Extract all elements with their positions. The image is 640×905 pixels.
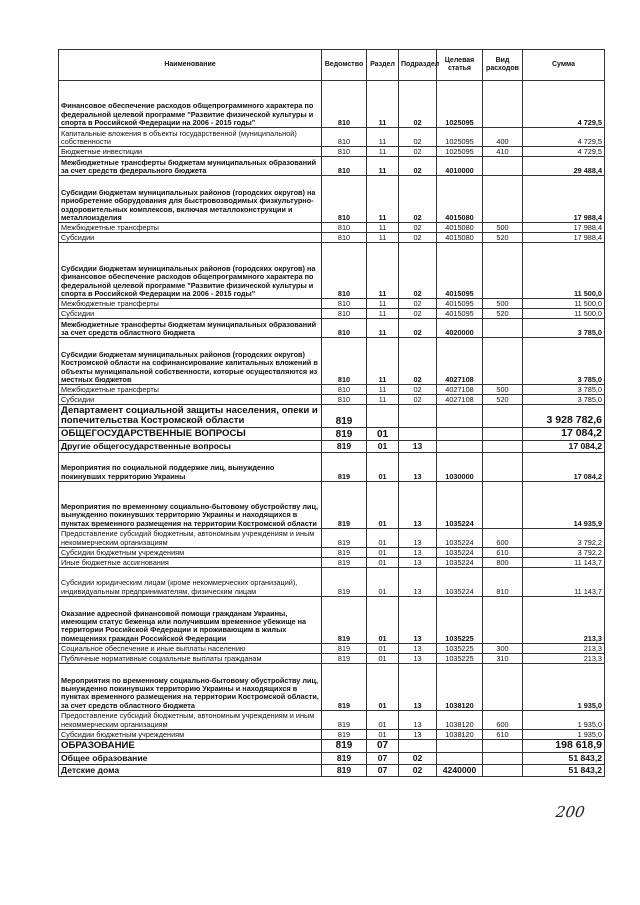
table-row [59, 319, 605, 338]
row-name: Мероприятия по социальной поддержке лиц, вынужденно покинувших территорию Украины [59, 452, 322, 481]
row-department: 819 [322, 729, 367, 739]
row-subsection: 13 [399, 567, 437, 596]
row-section: 11 [367, 243, 399, 299]
table-body [59, 81, 605, 777]
row-amount: 1 935,0 [523, 729, 605, 739]
row-target-item: 4027108 [437, 338, 483, 385]
row-amount: 17 084,2 [523, 428, 605, 441]
budget-table [58, 49, 605, 777]
row-target-item: 4240000 [437, 764, 483, 776]
row-subsection: 02 [399, 764, 437, 776]
row-amount: 213,3 [523, 653, 605, 663]
row-expense-type: 400 [483, 128, 523, 147]
row-expense-type: 520 [483, 233, 523, 243]
row-amount: 11 143,7 [523, 567, 605, 596]
row-section: 01 [367, 653, 399, 663]
row-department: 810 [322, 319, 367, 338]
row-name: Субсидии [59, 309, 322, 319]
header-subsection: Подраздел [399, 50, 437, 81]
row-target-item: 1035225 [437, 643, 483, 653]
row-subsection: 13 [399, 663, 437, 710]
row-amount: 3 792,2 [523, 528, 605, 547]
row-section: 01 [367, 440, 399, 452]
row-expense-type [483, 752, 523, 764]
row-department: 819 [322, 547, 367, 557]
table-row [59, 147, 605, 157]
header-row [59, 50, 605, 81]
table-row [59, 752, 605, 764]
row-name: Финансовое обеспечение расходов общепрограммного характера по федеральной целевой программе "Развитие физической культуры и спорта в Российской Федерации на 2006 - 2015 годы" [59, 81, 322, 128]
table-row [59, 395, 605, 405]
row-amount: 3 785,0 [523, 395, 605, 405]
table-row [59, 528, 605, 547]
row-amount: 4 729,5 [523, 147, 605, 157]
row-name: Предоставление субсидий бюджетным, автономным учреждениям и иным некоммерческим организациям [59, 710, 322, 729]
row-target-item: 1030000 [437, 452, 483, 481]
row-name: ОБЩЕГОСУДАРСТВЕННЫЕ ВОПРОСЫ [59, 428, 322, 441]
row-target-item: 4015095 [437, 309, 483, 319]
row-name: Субсидии бюджетным учреждениям [59, 729, 322, 739]
row-name: Детские дома [59, 764, 322, 776]
row-expense-type [483, 481, 523, 528]
row-department: 810 [322, 233, 367, 243]
row-name: Департамент социальной защиты населения, опеки и попечительства Костромской области [59, 405, 322, 428]
row-target-item: 1035224 [437, 481, 483, 528]
table-row [59, 481, 605, 528]
header-department: Ведомство [322, 50, 367, 81]
row-target-item: 1025095 [437, 128, 483, 147]
row-department: 810 [322, 243, 367, 299]
row-name: Межбюджетные трансферты [59, 299, 322, 309]
row-subsection: 13 [399, 440, 437, 452]
row-expense-type: 300 [483, 643, 523, 653]
row-section: 01 [367, 481, 399, 528]
header-amount: Сумма [523, 50, 605, 81]
row-subsection [399, 739, 437, 752]
row-department: 810 [322, 338, 367, 385]
row-amount: 3 785,0 [523, 338, 605, 385]
row-section: 11 [367, 299, 399, 309]
row-department: 819 [322, 452, 367, 481]
header-target-item: Целевая статья [437, 50, 483, 81]
row-target-item: 1035225 [437, 653, 483, 663]
row-expense-type: 800 [483, 557, 523, 567]
table-row [59, 233, 605, 243]
row-subsection: 02 [399, 752, 437, 764]
row-expense-type: 810 [483, 567, 523, 596]
row-section: 01 [367, 428, 399, 441]
row-section: 11 [367, 157, 399, 176]
row-subsection [399, 428, 437, 441]
row-target-item [437, 405, 483, 428]
row-department: 819 [322, 596, 367, 643]
row-amount: 3 785,0 [523, 385, 605, 395]
row-section: 11 [367, 395, 399, 405]
table-row [59, 729, 605, 739]
table-row [59, 643, 605, 653]
row-name: Капитальные вложения в объекты государственной (муниципальной) собственности [59, 128, 322, 147]
row-target-item: 4015080 [437, 223, 483, 233]
row-name: Бюджетные инвестиции [59, 147, 322, 157]
table-row [59, 567, 605, 596]
row-expense-type [483, 663, 523, 710]
row-section: 11 [367, 176, 399, 223]
row-subsection: 02 [399, 223, 437, 233]
row-section: 01 [367, 729, 399, 739]
row-expense-type: 520 [483, 395, 523, 405]
row-expense-type [483, 176, 523, 223]
row-section: 11 [367, 223, 399, 233]
row-expense-type: 600 [483, 710, 523, 729]
row-section: 07 [367, 752, 399, 764]
row-amount: 213,3 [523, 643, 605, 653]
table-row [59, 663, 605, 710]
row-name: Предоставление субсидий бюджетным, автономным учреждениям и иным некоммерческим организациям [59, 528, 322, 547]
row-department: 819 [322, 643, 367, 653]
row-department: 819 [322, 764, 367, 776]
row-amount: 3 928 782,6 [523, 405, 605, 428]
row-target-item: 4020000 [437, 319, 483, 338]
row-section: 01 [367, 710, 399, 729]
table-row [59, 653, 605, 663]
table-row [59, 176, 605, 223]
row-section: 01 [367, 452, 399, 481]
row-subsection: 02 [399, 176, 437, 223]
row-expense-type: 500 [483, 223, 523, 233]
row-department: 810 [322, 157, 367, 176]
row-target-item: 1038120 [437, 710, 483, 729]
row-subsection: 13 [399, 528, 437, 547]
row-subsection: 02 [399, 233, 437, 243]
table-row [59, 338, 605, 385]
table-row [59, 557, 605, 567]
table-header [59, 50, 605, 81]
table-row [59, 157, 605, 176]
row-expense-type: 610 [483, 547, 523, 557]
row-name: Социальное обеспечение и иные выплаты населению [59, 643, 322, 653]
row-target-item: 4015095 [437, 299, 483, 309]
row-target-item: 1035224 [437, 528, 483, 547]
header-expense-type: Вид расходов [483, 50, 523, 81]
row-name: Межбюджетные трансферты [59, 223, 322, 233]
row-name: Межбюджетные трансферты бюджетам муниципальных образований за счет средств областного бюджета [59, 319, 322, 338]
row-target-item: 1025095 [437, 147, 483, 157]
row-section: 01 [367, 547, 399, 557]
row-expense-type [483, 319, 523, 338]
row-department: 810 [322, 147, 367, 157]
row-name: Общее образование [59, 752, 322, 764]
row-expense-type [483, 81, 523, 128]
row-expense-type [483, 428, 523, 441]
row-name: Субсидии бюджетам муниципальных районов (городских округов) Костромской области на софинансирование капитальных вложений в объекты муниципальной собственности, которые осуществляются из местных бюджетов [59, 338, 322, 385]
row-department: 819 [322, 557, 367, 567]
row-target-item: 4015080 [437, 176, 483, 223]
row-target-item: 1035224 [437, 567, 483, 596]
row-subsection: 02 [399, 147, 437, 157]
row-subsection: 13 [399, 481, 437, 528]
row-expense-type [483, 243, 523, 299]
row-subsection: 02 [399, 243, 437, 299]
row-section: 01 [367, 663, 399, 710]
row-target-item [437, 440, 483, 452]
row-department: 810 [322, 309, 367, 319]
row-target-item: 1035224 [437, 547, 483, 557]
row-target-item [437, 428, 483, 441]
row-department: 810 [322, 395, 367, 405]
row-section: 11 [367, 233, 399, 243]
row-amount: 17 084,2 [523, 452, 605, 481]
row-subsection: 13 [399, 452, 437, 481]
row-name: Другие общегосударственные вопросы [59, 440, 322, 452]
row-department: 819 [322, 710, 367, 729]
row-target-item: 4015095 [437, 243, 483, 299]
row-section: 11 [367, 319, 399, 338]
row-subsection: 13 [399, 643, 437, 653]
table-row [59, 596, 605, 643]
row-amount: 3 792,2 [523, 547, 605, 557]
row-amount: 14 935,9 [523, 481, 605, 528]
row-expense-type: 610 [483, 729, 523, 739]
row-section: 01 [367, 557, 399, 567]
row-subsection: 02 [399, 395, 437, 405]
row-amount: 51 843,2 [523, 764, 605, 776]
row-subsection: 02 [399, 128, 437, 147]
page-number: 200 [554, 803, 586, 821]
row-subsection: 02 [399, 309, 437, 319]
row-expense-type [483, 157, 523, 176]
row-department: 819 [322, 752, 367, 764]
row-department: 819 [322, 528, 367, 547]
table-row [59, 385, 605, 395]
row-name: Субсидии бюджетам муниципальных районов (городских округов) на финансовое обеспечение расходов общепрограммного характера по федеральной целевой программе "Развитие физической культуры и спорта в Российской Федерации на 2006 - 2015 годы" [59, 243, 322, 299]
row-department: 819 [322, 481, 367, 528]
table-row [59, 223, 605, 233]
row-expense-type: 500 [483, 385, 523, 395]
row-amount: 17 988,4 [523, 233, 605, 243]
row-name: Иные бюджетные ассигнования [59, 557, 322, 567]
row-department: 810 [322, 176, 367, 223]
row-expense-type [483, 338, 523, 385]
row-section [367, 405, 399, 428]
row-section: 07 [367, 739, 399, 752]
row-section: 11 [367, 128, 399, 147]
row-target-item: 4010000 [437, 157, 483, 176]
row-section: 01 [367, 596, 399, 643]
row-subsection: 13 [399, 729, 437, 739]
header-name: Наименование [59, 50, 322, 81]
row-department: 810 [322, 128, 367, 147]
row-section: 11 [367, 338, 399, 385]
row-subsection: 13 [399, 557, 437, 567]
row-name: Публичные нормативные социальные выплаты гражданам [59, 653, 322, 663]
row-amount: 17 988,4 [523, 223, 605, 233]
row-department: 819 [322, 567, 367, 596]
row-subsection: 02 [399, 338, 437, 385]
row-department: 819 [322, 428, 367, 441]
row-subsection: 13 [399, 547, 437, 557]
table-row [59, 405, 605, 428]
row-target-item: 4027108 [437, 385, 483, 395]
row-department: 810 [322, 223, 367, 233]
row-target-item: 1038120 [437, 729, 483, 739]
row-department: 819 [322, 653, 367, 663]
row-name: Мероприятия по временному социально-бытовому обустройству лиц, вынужденно покинувших территорию Украины и находящихся в пунктах временного размещения на территории Костромской области [59, 481, 322, 528]
row-section: 11 [367, 385, 399, 395]
row-expense-type: 410 [483, 147, 523, 157]
row-name: Межбюджетные трансферты [59, 385, 322, 395]
table-row [59, 243, 605, 299]
row-amount: 51 843,2 [523, 752, 605, 764]
row-expense-type [483, 405, 523, 428]
row-section: 01 [367, 528, 399, 547]
row-department: 819 [322, 405, 367, 428]
table-row [59, 299, 605, 309]
row-amount: 198 618,9 [523, 739, 605, 752]
row-subsection: 02 [399, 385, 437, 395]
row-subsection: 13 [399, 710, 437, 729]
row-department: 819 [322, 739, 367, 752]
row-department: 819 [322, 440, 367, 452]
row-expense-type [483, 440, 523, 452]
row-amount: 17 988,4 [523, 176, 605, 223]
row-subsection: 13 [399, 653, 437, 663]
row-amount: 1 935,0 [523, 663, 605, 710]
row-target-item: 1035224 [437, 557, 483, 567]
row-name: Мероприятия по временному социально-бытовому обустройству лиц, вынужденно покинувших территорию Украины и находящихся в пунктах временного размещения на территории Костромской области, за счет средств областного бюджета [59, 663, 322, 710]
row-target-item [437, 752, 483, 764]
row-subsection: 02 [399, 319, 437, 338]
row-subsection: 02 [399, 81, 437, 128]
row-section: 11 [367, 147, 399, 157]
row-amount: 11 500,0 [523, 299, 605, 309]
row-target-item [437, 739, 483, 752]
row-subsection: 02 [399, 157, 437, 176]
table-row [59, 81, 605, 128]
row-expense-type: 310 [483, 653, 523, 663]
row-amount: 4 729,5 [523, 81, 605, 128]
row-amount: 213,3 [523, 596, 605, 643]
table-row [59, 547, 605, 557]
table-row [59, 309, 605, 319]
row-target-item: 1035225 [437, 596, 483, 643]
row-subsection: 02 [399, 299, 437, 309]
row-department: 810 [322, 299, 367, 309]
row-amount: 4 729,5 [523, 128, 605, 147]
row-expense-type: 520 [483, 309, 523, 319]
row-amount: 29 488,4 [523, 157, 605, 176]
row-section: 11 [367, 81, 399, 128]
row-subsection: 13 [399, 596, 437, 643]
row-department: 819 [322, 663, 367, 710]
row-name: Субсидии юридическим лицам (кроме некоммерческих организаций), индивидуальным предпринимателям, физическим лицам [59, 567, 322, 596]
row-amount: 17 084,2 [523, 440, 605, 452]
row-expense-type: 500 [483, 299, 523, 309]
row-name: Оказание адресной финансовой помощи гражданам Украины, имеющим статус беженца или получившим временное убежище на территории Российской Федерации и проживающим в жилых помещениях граждан Российской Федерации [59, 596, 322, 643]
row-name: Субсидии [59, 233, 322, 243]
row-section: 07 [367, 764, 399, 776]
row-section: 11 [367, 309, 399, 319]
table-row [59, 128, 605, 147]
row-target-item: 4015080 [437, 233, 483, 243]
row-department: 810 [322, 81, 367, 128]
row-amount: 3 785,0 [523, 319, 605, 338]
row-expense-type [483, 739, 523, 752]
table-row [59, 739, 605, 752]
row-section: 01 [367, 567, 399, 596]
row-name: Межбюджетные трансферты бюджетам муниципальных образований за счет средств федерального бюджета [59, 157, 322, 176]
row-amount: 11 500,0 [523, 243, 605, 299]
row-name: Субсидии бюджетным учреждениям [59, 547, 322, 557]
row-expense-type [483, 452, 523, 481]
row-target-item: 1025095 [437, 81, 483, 128]
table-row [59, 452, 605, 481]
row-name: ОБРАЗОВАНИЕ [59, 739, 322, 752]
row-department: 810 [322, 385, 367, 395]
row-amount: 11 143,7 [523, 557, 605, 567]
table-row [59, 710, 605, 729]
row-name: Субсидии бюджетам муниципальных районов (городских округов) на приобретение оборудования для быстровозводимых физкультурно-оздоровительных комплексов, включая металлоконструкции и металлоизделия [59, 176, 322, 223]
table-row [59, 764, 605, 776]
row-expense-type [483, 764, 523, 776]
table-row [59, 440, 605, 452]
table-row [59, 428, 605, 441]
row-name: Субсидии [59, 395, 322, 405]
row-expense-type: 600 [483, 528, 523, 547]
row-amount: 1 935,0 [523, 710, 605, 729]
row-section: 01 [367, 643, 399, 653]
row-target-item: 4027108 [437, 395, 483, 405]
row-target-item: 1038120 [437, 663, 483, 710]
row-subsection [399, 405, 437, 428]
header-section: Раздел [367, 50, 399, 81]
row-amount: 11 500,0 [523, 309, 605, 319]
row-expense-type [483, 596, 523, 643]
